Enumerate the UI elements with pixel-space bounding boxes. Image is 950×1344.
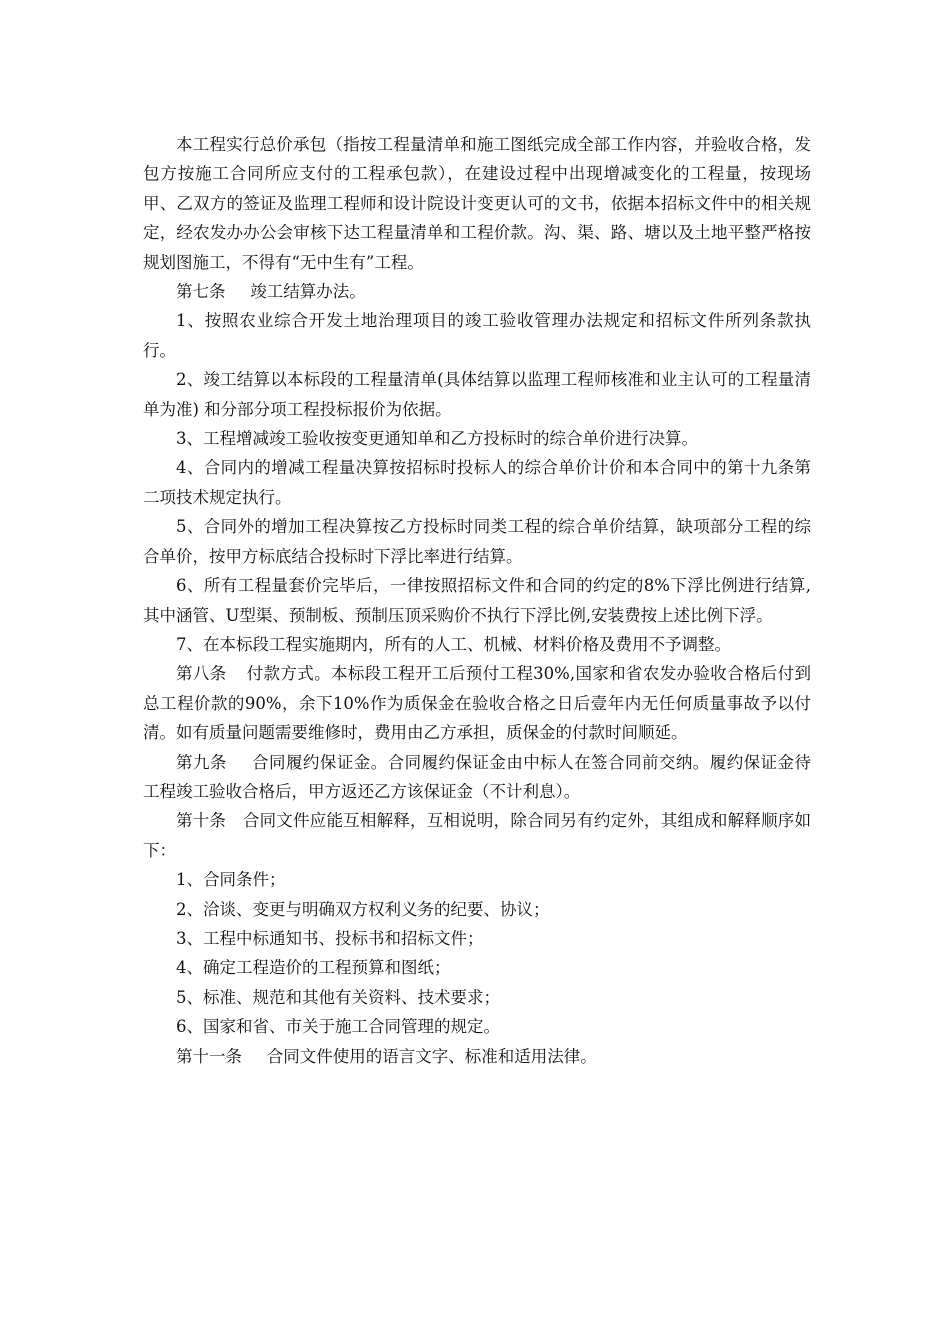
paragraph-contract-pricing: 本工程实行总价承包（指按工程量清单和施工图纸完成全部工作内容，并验收合格，发包方按施工合同所应支付的工程承包款），在建设过程中出现增减变化的工程量，按现场甲、乙双方的签证及监理工程师和设计院设计变更认可的文书，依据本招标文件中的相关规定，经农发办办公会审核下达工程量清单和工程价款。沟、渠、路、塘以及土地平整严格按规划图施工，不得有“无中生有”工程。 (143, 135, 811, 272)
list-item: 6、所有工程量套价完毕后，一律按照招标文件和合同的约定的8%下浮比例进行结算,其中涵管、U型渠、预制板、预制压顶采购价不执行下浮比例,安装费按上述比例下浮。 (143, 576, 811, 625)
article-text: 合同文件应能互相解释，互相说明，除合同另有约定外，其组成和解释顺序如下： (143, 811, 812, 860)
article-title: 合同文件使用的语言文字、标准和适用法律。 (266, 1046, 597, 1066)
article-text: 付款方式。本标段工程开工后预付工程30%,国家和省农发办验收合格后付到总工程价款的90%，余下10%作为质保金在验收合格之日后壹年内无任何质量事故予以付清。如有质量问题需要维修时，费用由乙方承担，质保金的付款时间顺延。 (143, 664, 812, 743)
list-item: 1、按照农业综合开发土地治理项目的竣工验收管理办法规定和招标文件所列条款执行。 (143, 311, 811, 360)
list-item: 6、国家和省、市关于施工合同管理的规定。 (176, 1017, 500, 1037)
list-item: 1、合同条件； (176, 870, 286, 890)
article-title: 竣工结算办法。 (250, 282, 366, 302)
list-item: 7、在本标段工程实施期内，所有的人工、机械、材料价格及费用不予调整。 (176, 634, 731, 654)
list-item: 5、合同外的增加工程决算按乙方投标时同类工程的综合单价结算，缺项部分工程的综合单价，按甲方标底结合投标时下浮比率进行结算。 (143, 517, 811, 566)
list-item: 4、确定工程造价的工程预算和图纸； (176, 958, 451, 978)
article-number: 第八条 (176, 664, 227, 684)
article-10-paragraph (143, 806, 811, 865)
article-number: 第十条 (176, 811, 227, 831)
article-number: 第七条 (176, 282, 226, 302)
article-11-heading (143, 1042, 811, 1071)
article-text: 合同履约保证金。合同履约保证金由中标人在签合同前交纳。履约保证金待工程竣工验收合格后，甲方返还乙方该保证金（不计利息）。 (143, 752, 812, 801)
list-item: 2、竣工结算以本标段的工程量清单(具体结算以监理工程师核准和业主认可的工程量清单为准) 和分部分项工程投标报价为依据。 (143, 370, 811, 419)
list-item: 5、标准、规范和其他有关资料、技术要求； (176, 987, 500, 1007)
article-number: 第九条 (176, 752, 227, 772)
list-item: 4、合同内的增减工程量决算按招标时投标人的综合单价计价和本合同中的第十九条第二项技术规定执行。 (143, 458, 811, 507)
list-item: 2、洽谈、变更与明确双方权利义务的纪要、协议； (176, 899, 550, 919)
article-number: 第十一条 (176, 1046, 242, 1066)
article-9-paragraph (143, 748, 811, 807)
article-7-heading (143, 277, 811, 306)
article-8-paragraph (143, 659, 811, 747)
list-item: 3、工程增减竣工验收按变更通知单和乙方投标时的综合单价进行决算。 (176, 429, 698, 449)
list-item: 3、工程中标通知书、投标书和招标文件； (176, 928, 484, 948)
document-page (143, 130, 811, 1071)
